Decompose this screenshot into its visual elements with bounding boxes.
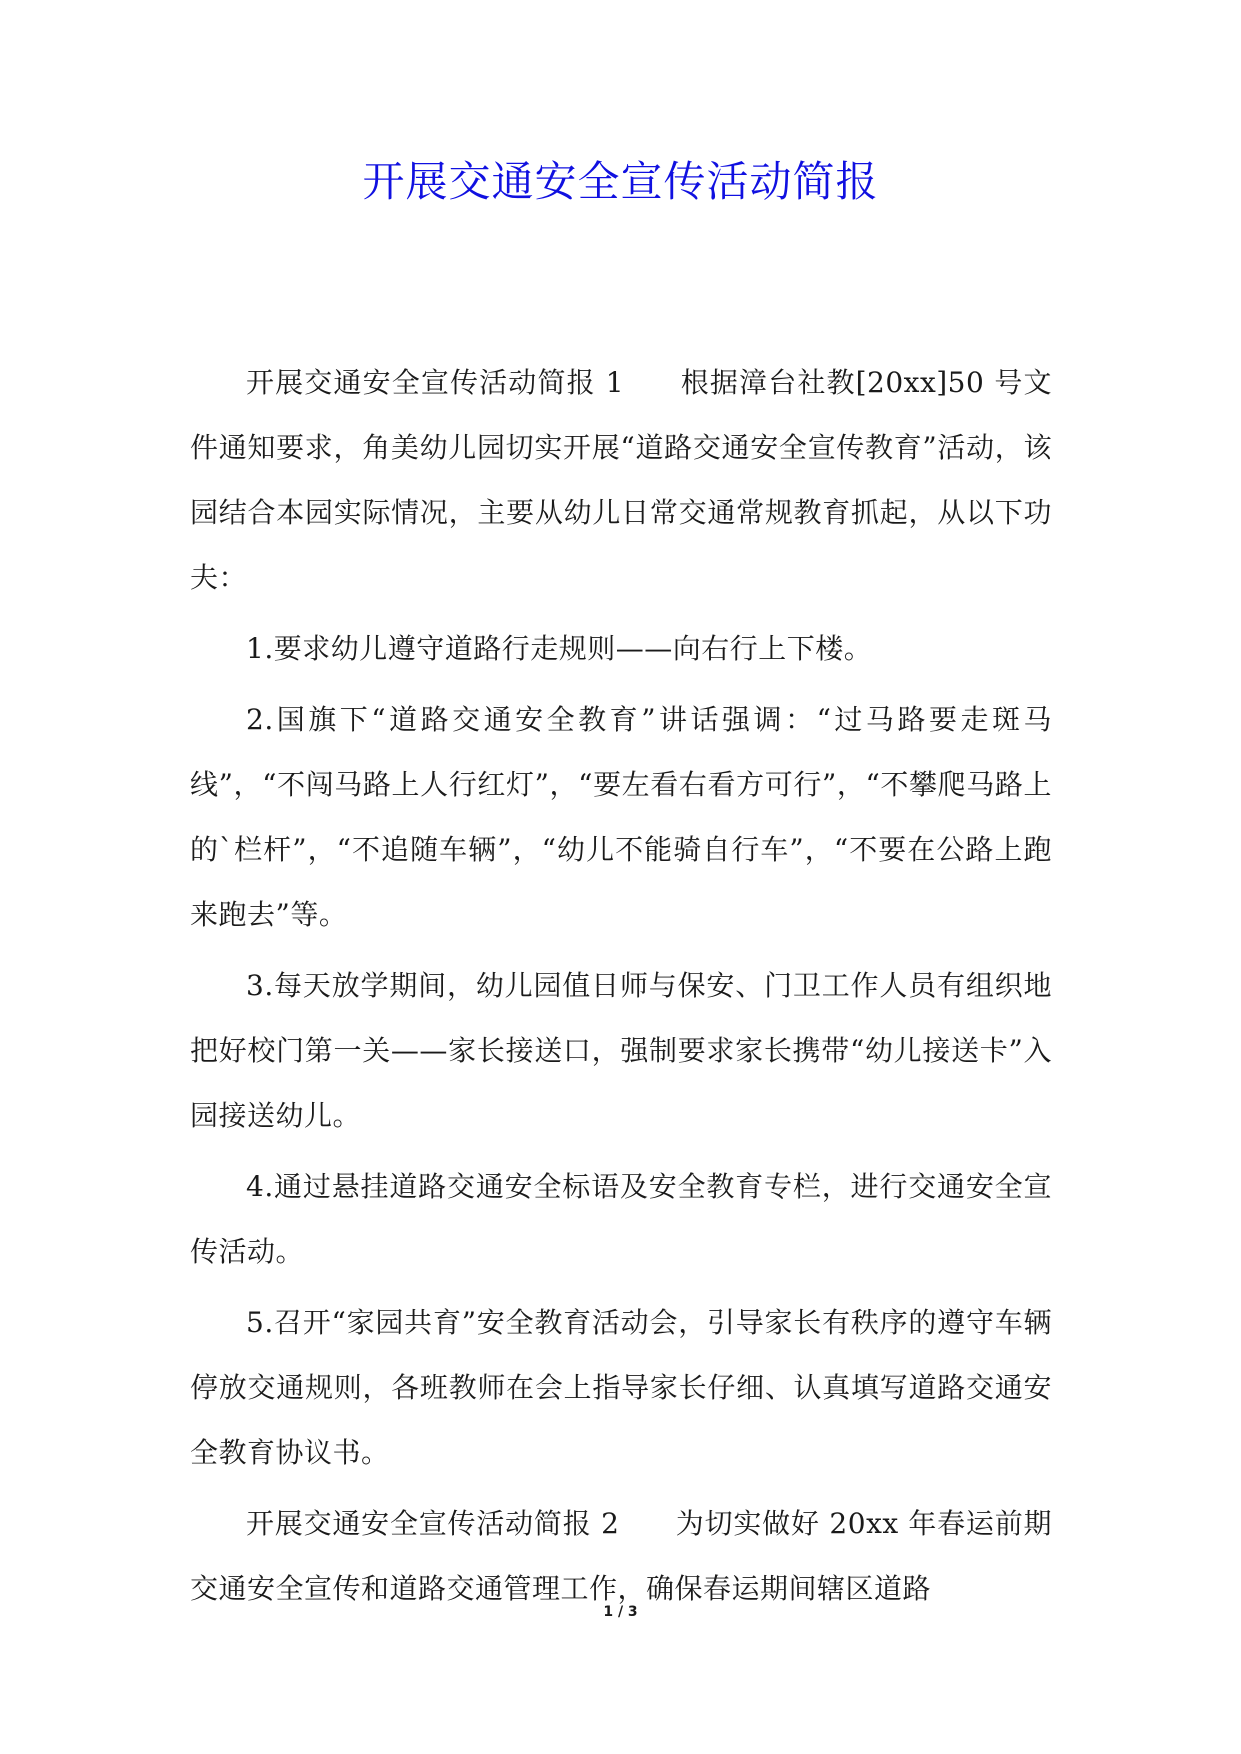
paragraph-4 — [190, 953, 1052, 1148]
paragraph-text: 为切实做好 20xx 年春运前期交通安全宣传和道路交通管理工作，确保春运期间辖区道路 — [190, 1507, 1053, 1605]
paragraph-7 — [190, 1491, 1052, 1621]
section-heading-2: 开展交通安全宣传活动简报 2 — [246, 1507, 620, 1540]
paragraph-text: 1.要求幼儿遵守道路行走规则——向右行上下楼。 — [246, 632, 873, 665]
paragraph-3 — [190, 687, 1052, 947]
paragraph-5 — [190, 1154, 1052, 1284]
paragraph-text: 5.召开“家园共育”安全教育活动会，引导家长有秩序的遵守车辆停放交通规则，各班教师在会上指导家长仔细、认真填写道路交通安全教育协议书。 — [190, 1306, 1052, 1469]
page-number: 1 / 3 — [603, 1604, 638, 1620]
paragraph-text: 2.国旗下“道路交通安全教育”讲话强调：“过马路要走斑马线”，“不闯马路上人行红灯”，“要左看右看方可行”，“不攀爬马路上的`栏杆”，“不追随车辆”，“幼儿不能骑自行车”，“不要在公路上跑来跑去”等。 — [190, 703, 1052, 931]
section-heading-1: 开展交通安全宣传活动简报 1 — [246, 366, 625, 399]
paragraph-1 — [190, 350, 1052, 610]
paragraph-text: 根据漳台社教[20xx]50 号文件通知要求，角美幼儿园切实开展“道路交通安全宣传教育”活动，该园结合本园实际情况，主要从幼儿日常交通常规教育抓起，从以下功夫： — [190, 366, 1053, 594]
paragraph-text: 3.每天放学期间，幼儿园值日师与保安、门卫工作人员有组织地把好校门第一关——家长接送口，强制要求家长携带“幼儿接送卡”入园接送幼儿。 — [190, 969, 1052, 1132]
document-body — [190, 350, 1052, 1627]
document-title: 开展交通安全宣传活动简报 — [362, 157, 879, 206]
paragraph-text: 4.通过悬挂道路交通安全标语及安全教育专栏，进行交通安全宣传活动。 — [190, 1170, 1052, 1268]
paragraph-6 — [190, 1290, 1052, 1485]
paragraph-2 — [190, 616, 1052, 681]
